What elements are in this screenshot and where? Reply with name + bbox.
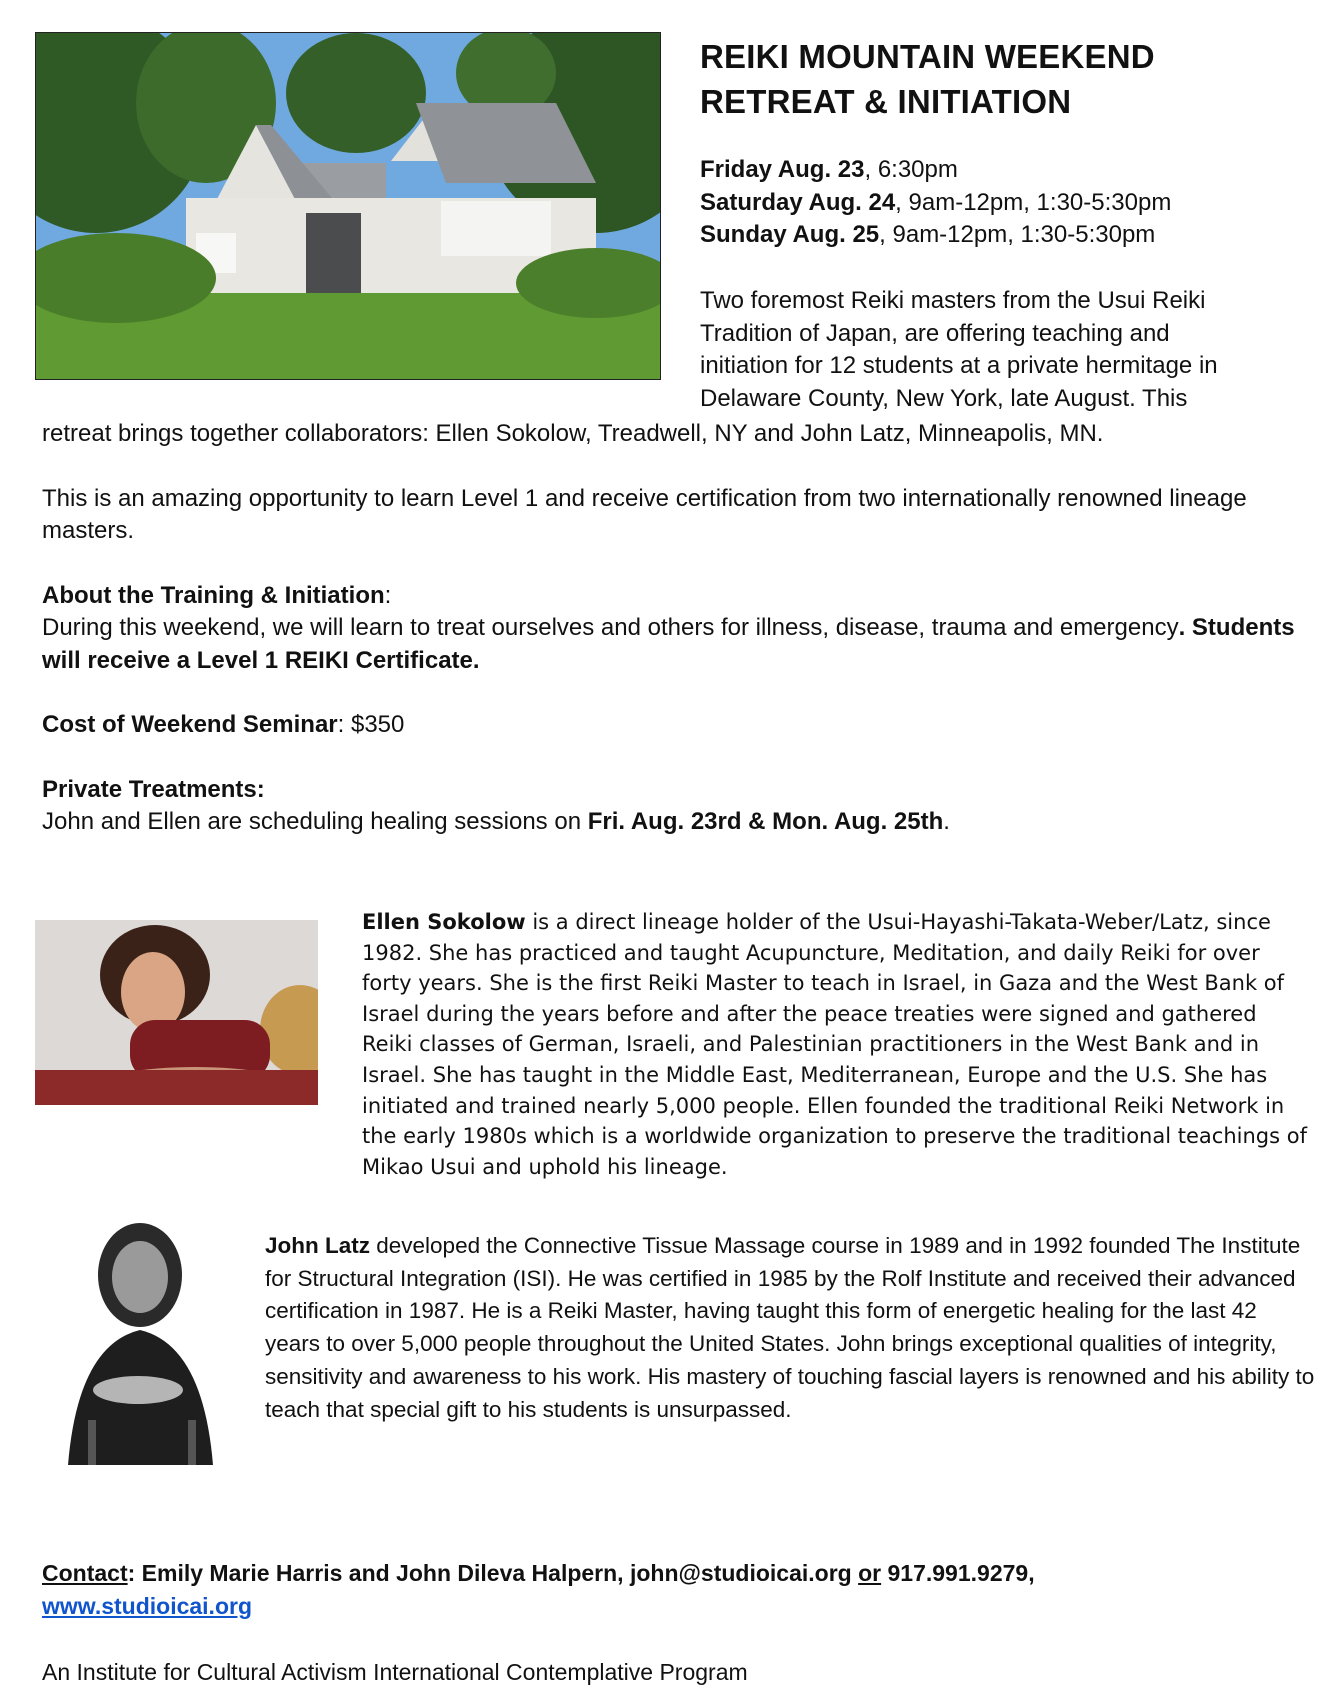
contact-phone: 917.991.9279, <box>881 1560 1035 1586</box>
cost-value: : $350 <box>337 711 405 738</box>
training-heading-line <box>42 580 1312 613</box>
training-text: During this weekend, we will learn to treat ourselves and others for illness, disease, trauma and emergency <box>42 614 1179 641</box>
title-line-1: REIKI MOUNTAIN WEEKEND <box>700 38 1155 75</box>
schedule-line <box>700 154 1310 187</box>
title-line-2: RETREAT & INITIATION <box>700 83 1072 120</box>
opportunity-paragraph: This is an amazing opportunity to learn Level 1 and receive certification from two internationally renowned lineage masters. <box>42 484 1247 544</box>
john-name: John Latz <box>265 1233 370 1258</box>
contact-label: Contact <box>42 1560 128 1586</box>
schedule-line <box>700 187 1310 220</box>
ellen-sokolow-photo <box>35 920 318 1105</box>
training-section <box>42 580 1312 678</box>
training-heading: About the Training & Initiation <box>42 581 385 609</box>
john-bio-text: developed the Connective Tissue Massage course in 1989 and in 1992 founded The Institute for Structural Integration (ISI). He was certified in 1985 by the Rolf Institute and received their advanced certification in 1987. He is a Reiki Master, having taught this form of energetic healing for the last 42 years to over 5,000 people throughout the United States. John brings exceptional qualities of integrity, sensitivity and awareness to his work. His mastery of touching fascial layers is renowned and his ability to teach that special gift to his students is unsurpassed. <box>265 1233 1315 1422</box>
schedule-time: , 9am-12pm, 1:30-5:30pm <box>879 221 1156 248</box>
training-paragraph <box>42 612 1312 677</box>
footer-text: An Institute for Cultural Activism International Contemplative Program <box>42 1659 748 1685</box>
schedule-day: Friday Aug. 23 <box>700 156 865 183</box>
treatments-dates: Fri. Aug. 23rd & Mon. Aug. 25th <box>587 808 944 835</box>
training-colon: : <box>384 581 392 609</box>
treatments-text: John and Ellen are scheduling healing sessions on <box>42 808 588 835</box>
ellen-name: Ellen Sokolow <box>362 910 526 934</box>
treatments-end: . <box>943 808 950 835</box>
contact-names: : Emily Marie Harris and John Dileva Halpern, john@studioicai.org <box>127 1560 859 1586</box>
contact-line <box>42 1557 1312 1590</box>
treatments-heading: Private Treatments: <box>42 775 265 803</box>
treatments-paragraph <box>42 806 1312 839</box>
ellen-sokolow-bio <box>362 907 1312 1182</box>
cost-line <box>42 709 1312 742</box>
cost-label: Cost of Weekend Seminar <box>42 711 338 738</box>
page-title <box>700 34 1310 124</box>
intro-line: retreat brings together collaborators: Ellen Sokolow, Treadwell, NY and John Latz, Minneapolis, MN. <box>42 420 1104 447</box>
john-latz-photo <box>48 1215 231 1465</box>
intro-line: Tradition of Japan, are offering teaching and <box>700 319 1170 347</box>
intro-line: initiation for 12 students at a private hermitage in <box>700 352 1218 379</box>
website-link[interactable]: www.studioicai.org <box>42 1593 252 1619</box>
contact-or: or <box>858 1560 882 1586</box>
intro-line: Delaware County, New York, late August. This <box>700 384 1188 412</box>
intro-line: Two foremost Reiki masters from the Usui Reiki <box>700 287 1206 314</box>
schedule-time: , 9am-12pm, 1:30-5:30pm <box>895 188 1172 216</box>
ellen-bio-text: is a direct lineage holder of the Usui-Hayashi-Takata-Weber/Latz, since 1982. She has practiced and taught Acupuncture, Meditation, and daily Reiki for over forty years. She is the first Reiki Master to teach in Israel, in Gaza and the West Bank of Israel during the years before and after the peace treaties were signed and gathered Reiki classes of German, Israeli, and Palestinian practitioners in the West Bank and in Israel. She has taught in the Middle East, Mediterranean, Europe and the U.S. She has initiated and trained nearly 5,000 people. Ellen founded the traditional Reiki Network in the early 1980s which is a worldwide organization to preserve the traditional teachings of Mikao Usui and uphold his lineage. <box>362 910 1307 1179</box>
retreat-house-photo <box>35 32 661 380</box>
intro-paragraph <box>700 285 1290 415</box>
john-latz-bio <box>265 1230 1315 1426</box>
schedule <box>700 154 1310 252</box>
schedule-time: , 6:30pm <box>864 156 958 183</box>
schedule-day: Sunday Aug. 25 <box>700 221 880 248</box>
body-text <box>42 418 1312 839</box>
treatments-section <box>42 774 1312 839</box>
training-certificate: . Students will receive a Level 1 REIKI Certificate. <box>42 614 1295 674</box>
schedule-day: Saturday Aug. 24 <box>700 188 896 216</box>
schedule-line <box>700 219 1310 252</box>
